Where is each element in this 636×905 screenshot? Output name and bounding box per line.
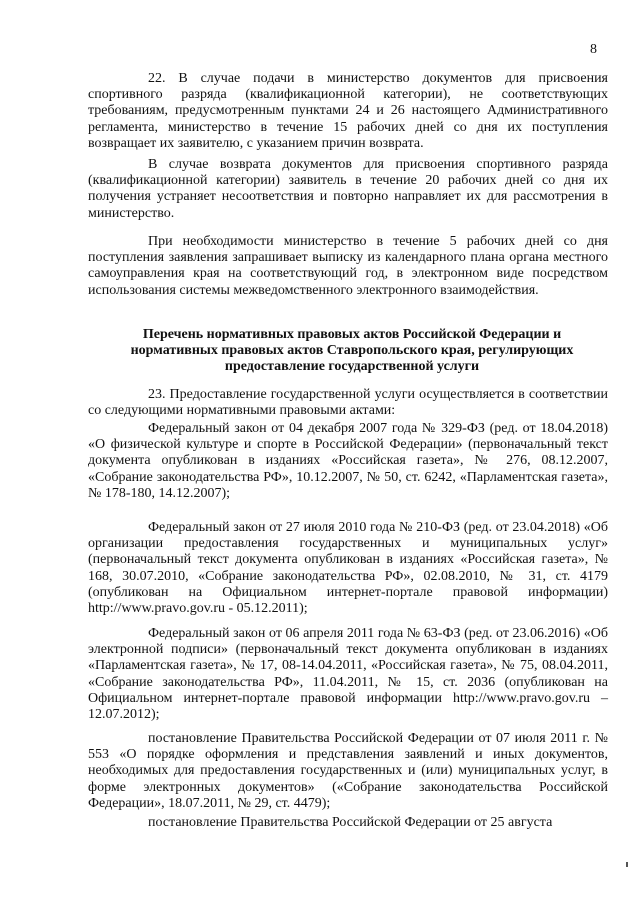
paragraph-23: 23. Предоставление государственной услуги осуществляется в соответствии со следующими нормативными правовыми актами: [88, 387, 608, 419]
scan-mark [626, 862, 628, 867]
act-210-fz: Федеральный закон от 27 июля 2010 года № 210-ФЗ (ред. от 23.04.2018) «Об организации предоставления государственных и муниципальных услуг» (первоначальный текст документа опубликован в изданиях «Российская газета», № 168, 30.07.2010, «Собрание законодательства РФ», 02.08.2010, № 31, ст. 4179 (опубликован на Официальном интернет-портале правовой информации) http://www.pravo.gov.ru - 05.12.2011); [88, 520, 608, 617]
act-553-postanovlenie: постановление Правительства Российской Федерации от 07 июля 2011 г. № 553 «О порядке оформления и представления заявлений и иных документов, необходимых для предоставления государственных и (или) муниципальных услуг, в форме электронных документов» («Собрание законодательства Российской Федерации», 18.07.2011, № 29, ст. 4479); [88, 731, 608, 811]
paragraph-calendar-plan: При необходимости министерство в течение 5 рабочих дней со дня поступления заявления запрашивает выписку из календарного плана органа местного самоуправления края на соответствующий год, в электронном виде посредством использования системы межведомственного электронного взаимодействия. [88, 234, 608, 298]
section-heading: Перечень нормативных правовых актов Российской Федерации и нормативных правовых актов Ставропольского края, регулирующих предоставление государственной услуги [130, 327, 574, 374]
paragraph-22: 22. В случае подачи в министерство документов для присвоения спортивного разряда (квалификационной категории), не соответствующих требованиям, предусмотренным пунктами 24 и 26 настоящего Административного регламента, министерство в течение 15 рабочих дней со дня их поступления возвращает их заявителю, с указанием причин возврата. [88, 71, 608, 151]
paragraph-return-docs: В случае возврата документов для присвоения спортивного разряда (квалификационной категории) заявитель в течение 20 рабочих дней со дня их получения устраняет несоответствия и повторно направляет их для рассмотрения в министерство. [88, 157, 608, 221]
page-number: 8 [590, 42, 597, 57]
act-25-august-postanovlenie: постановление Правительства Российской Федерации от 25 августа [148, 815, 553, 830]
act-329-fz: Федеральный закон от 04 декабря 2007 года № 329-ФЗ (ред. от 18.04.2018) «О физической культуре и спорте в Российской Федерации» (первоначальный текст документа опубликован в изданиях «Российская газета», № 276, 08.12.2007, «Собрание законодательства РФ», 10.12.2007, № 50, ст. 6242, «Парламентская газета», № 178-180, 14.12.2007); [88, 421, 608, 501]
act-63-fz: Федеральный закон от 06 апреля 2011 года № 63-ФЗ (ред. от 23.06.2016) «Об электронной подписи» (первоначальный текст документа опубликован в изданиях «Парламентская газета», № 17, 08-14.04.2011, «Российская газета», № 75, 08.04.2011, «Собрание законодательства РФ», 11.04.2011, № 15, ст. 2036 (опубликован на Официальном интернет-портале правовой информации http://www.pravo.gov.ru – 12.07.2012); [88, 626, 608, 723]
